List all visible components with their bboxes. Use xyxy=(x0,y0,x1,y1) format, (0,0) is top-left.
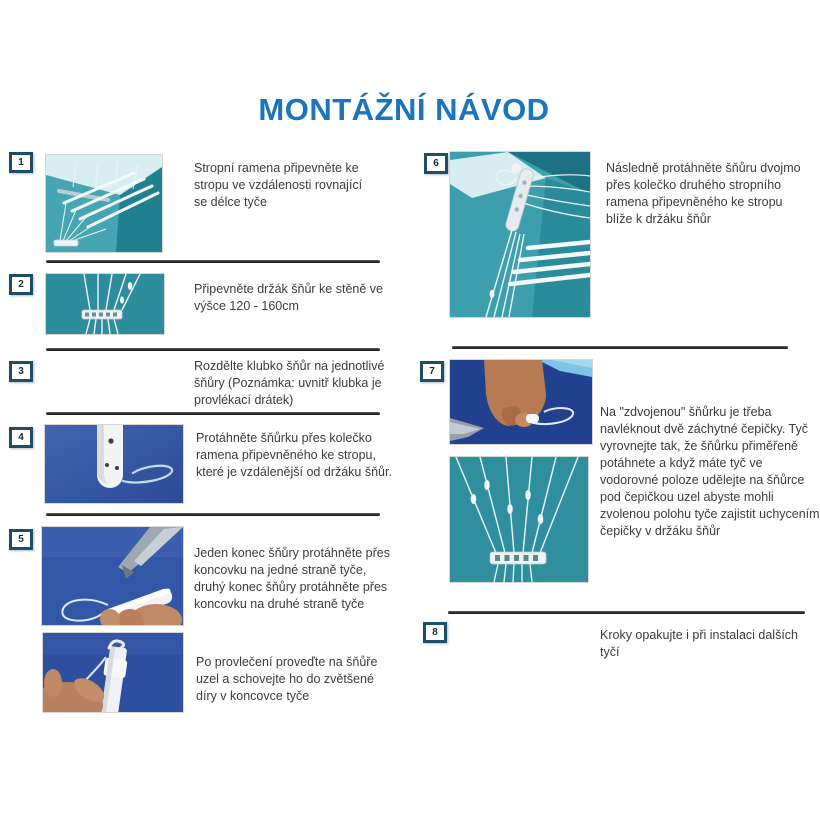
step-number-8: 8 xyxy=(423,622,447,643)
separator xyxy=(46,348,380,351)
separator xyxy=(46,412,380,415)
step-number-5: 5 xyxy=(9,529,33,550)
separator xyxy=(452,346,788,349)
step6-text: Následně protáhněte šňůru dvojmo přes kolečko druhého stropního ramena připevněného ke stropu blíže k držáku šňůr xyxy=(606,161,801,226)
step-number-1: 1 xyxy=(9,152,33,173)
step6-photo-second-arm xyxy=(450,152,590,317)
step1-photo-svg xyxy=(46,155,162,252)
step8-text: Kroky opakujte i při instalaci dalších tyčí xyxy=(600,628,799,659)
step3-text: Rozdělte klubko šňůr na jednotlivé šňůry (Poznámka: uvnitř klubka je provlékací drátek) xyxy=(194,359,385,407)
step4-text: Protáhněte šňůrku přes kolečko ramena připevněného ke stropu, které je vzdálenější od držáku šňůr. xyxy=(196,431,392,479)
step2-photo-cord-holder xyxy=(46,274,164,334)
step-number-6: 6 xyxy=(424,153,448,174)
step4-photo-arm-end-cord xyxy=(45,425,183,503)
step1-text: Stropní ramena připevněte ke stropu ve vzdálenosti rovnající se délce tyče xyxy=(194,161,363,209)
separator xyxy=(448,611,805,614)
step7-text: Na "zdvojenou" šňůrku je třeba navléknout dvě záchytné čepičky. Tyč vyrovnejte tak, že šňůrku přiměřeně potáhnete a když máte tyč ve vodorovné poloze udělejte na šňůrce pod čepičkou uzel abyste mohli zvolenou polohu tyče zajistit uchycením čepičky v držáku šňůr xyxy=(600,405,820,538)
step5b-photo-svg xyxy=(43,633,183,712)
step-number-3: 3 xyxy=(9,361,33,382)
step4-photo-svg xyxy=(45,425,183,503)
page-title: MONTÁŽNÍ NÁVOD xyxy=(258,92,550,127)
step5a-photo-svg xyxy=(42,527,183,625)
separator xyxy=(46,260,380,263)
step2-photo-svg xyxy=(46,274,164,334)
step1-photo-ceiling-arms xyxy=(46,155,162,252)
step-number-7: 7 xyxy=(420,361,444,382)
step5-text: Jeden konec šňůry protáhněte přes koncovku na jedné straně tyče, druhý konec šňůry protáhněte přes koncovku na druhé straně tyče xyxy=(194,546,390,611)
step7-photo-caps-fan xyxy=(450,457,588,582)
step5-photo-threading-cord xyxy=(42,527,183,625)
step5-text-b: Po provlečení proveďte na šňůře uzel a schovejte ho do zvětšené díry v koncovce tyče xyxy=(196,655,378,703)
step7-photo-cap-on-cord xyxy=(450,360,592,444)
separator xyxy=(46,513,380,516)
step-number-4: 4 xyxy=(9,427,33,448)
step2-text: Připevněte držák šňůr ke stěně ve výšce 120 - 160cm xyxy=(194,282,383,313)
step5-photo-knot-in-end-cap xyxy=(43,633,183,712)
step-number-2: 2 xyxy=(9,274,33,295)
step6-photo-svg xyxy=(450,152,590,317)
step7a-photo-svg xyxy=(450,360,592,444)
step7b-photo-svg xyxy=(450,457,588,582)
